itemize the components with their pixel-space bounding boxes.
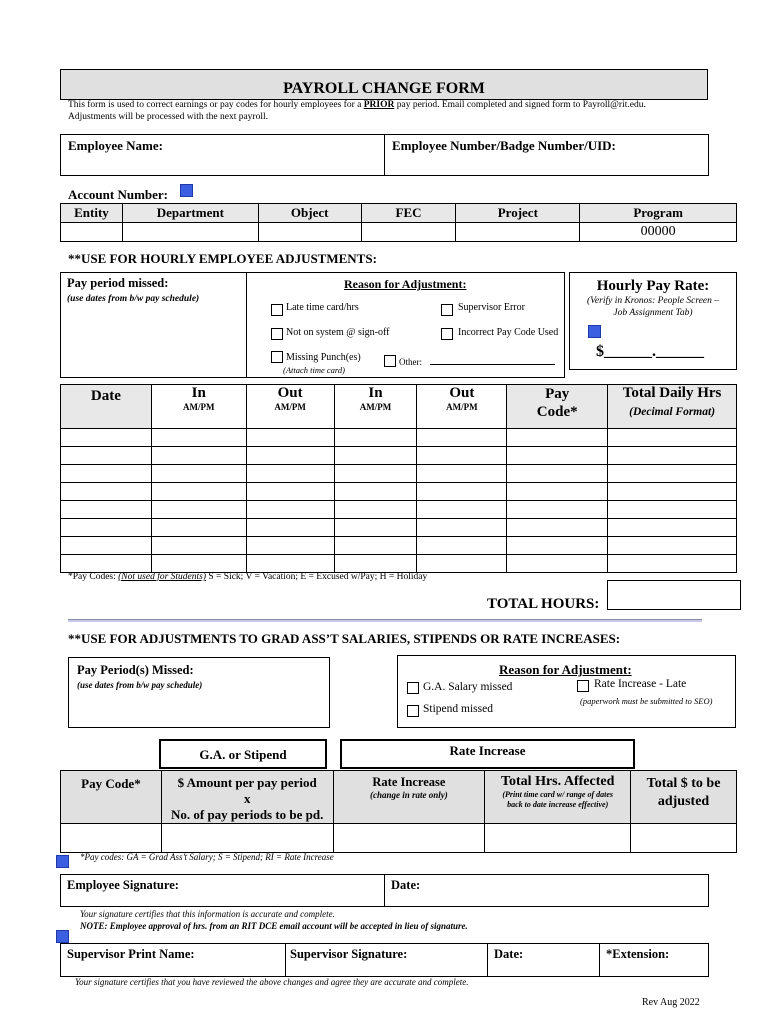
cell-total[interactable] [608, 429, 737, 447]
not-on-system-label: Not on system @ sign-off [286, 327, 390, 338]
cell-total[interactable] [608, 447, 737, 465]
late-timecard-checkbox[interactable] [271, 304, 283, 316]
hourly-heading: **USE FOR HOURLY EMPLOYEE ADJUSTMENTS: [68, 251, 377, 266]
account-program-cell[interactable]: 00000 [580, 223, 737, 242]
section-separator [68, 619, 702, 622]
grad-reason-label: Reason for Adjustment: [499, 662, 632, 677]
cell-out1[interactable] [246, 519, 334, 537]
hourly-rate-label: Hourly Pay Rate: [596, 278, 710, 294]
cell-pay-code[interactable] [507, 537, 608, 555]
rate-late-checkbox[interactable] [577, 680, 589, 692]
account-entity-cell[interactable] [61, 223, 123, 242]
grad-rate-label: Rate Increase [372, 775, 446, 789]
hourly-rate-box[interactable] [569, 272, 737, 370]
grad-pay-code-label: Pay Code* [81, 776, 141, 791]
cell-total[interactable] [608, 519, 737, 537]
grad-hrs-cell[interactable] [485, 824, 631, 853]
col-out1-sub: AM/PM [274, 402, 306, 412]
col-total-label: Total Daily Hrs [622, 385, 722, 401]
form-intro [68, 99, 708, 123]
supervisor-error-checkbox[interactable] [441, 304, 453, 316]
ga-salary-checkbox[interactable] [407, 682, 419, 694]
hourly-rate-value: $______.______ [596, 343, 704, 360]
employee-signature-label: Employee Signature: [67, 878, 179, 892]
col-out2 [417, 385, 507, 429]
stipend-checkbox[interactable] [407, 705, 419, 717]
table-row [61, 555, 737, 573]
col-out2-sub: AM/PM [446, 402, 478, 412]
grad-table [60, 770, 737, 853]
cell-total[interactable] [608, 501, 737, 519]
account-col-fec: FEC [361, 204, 456, 223]
cell-pay-code[interactable] [507, 501, 608, 519]
hourly-pay-period-note: (use dates from b/w pay schedule) [67, 294, 200, 304]
cell-in1[interactable] [151, 555, 246, 573]
account-department-cell[interactable] [122, 223, 258, 242]
intro-line2: Adjustments will be processed with the next payroll. [68, 112, 268, 122]
grad-col-hrs [485, 771, 631, 824]
hourly-rate-info-icon[interactable] [588, 325, 601, 338]
grad-amount-cell[interactable] [161, 824, 333, 853]
cell-total[interactable] [608, 483, 737, 501]
cell-out2[interactable] [417, 501, 507, 519]
cell-in2[interactable] [334, 519, 417, 537]
cell-in2[interactable] [334, 555, 417, 573]
account-col-project: Project [456, 204, 580, 223]
cell-in1[interactable] [151, 519, 246, 537]
cell-date[interactable] [61, 501, 152, 519]
total-hours-label: TOTAL HOURS: [487, 596, 600, 612]
cell-total[interactable] [608, 465, 737, 483]
col-in2-sub: AM/PM [359, 402, 392, 412]
cell-in1[interactable] [151, 465, 246, 483]
col-date [61, 385, 152, 429]
grad-col-total [631, 771, 737, 824]
other-reason-input[interactable] [430, 364, 555, 365]
attach-timecard-note: (Attach time card) [283, 365, 345, 375]
account-col-object: Object [258, 204, 361, 223]
employee-note2: NOTE: Employee approval of hrs. from an RIT DCE email account will be accepted in lieu of signature. [80, 921, 468, 931]
hourly-pay-period-label: Pay period missed: [67, 276, 169, 290]
intro-text-b: pay period. Email completed and signed form to Payroll@rit.edu. [394, 100, 646, 110]
pay-codes-text: S = Sick; V = Vacation; E = Excused w/Pay; H = Holiday [206, 572, 428, 582]
grad-hrs-sub: (Print time card w/ range of dates back to date increase effective) [502, 790, 614, 809]
cell-out1[interactable] [246, 555, 334, 573]
col-date-label: Date [90, 388, 121, 404]
cell-date[interactable] [61, 555, 152, 573]
pay-codes-legend [68, 572, 427, 582]
supervisor-signature-label: Supervisor Signature: [290, 947, 408, 961]
employee-date-label: Date: [391, 878, 421, 892]
grad-total-label: Total $ to be adjusted [646, 776, 721, 809]
account-project-cell[interactable] [456, 223, 580, 242]
extension-field[interactable] [599, 943, 709, 977]
grad-col-amount [161, 771, 333, 824]
late-timecard-label: Late time card/hrs [286, 302, 359, 313]
form-title-bar [60, 69, 708, 100]
cell-total[interactable] [608, 537, 737, 555]
cell-in2[interactable] [334, 483, 417, 501]
col-pay-code [507, 385, 608, 429]
supervisor-signature-field[interactable] [285, 943, 488, 977]
col-total [608, 385, 737, 429]
grad-rate-sub: (change in rate only) [370, 790, 448, 800]
table-row [61, 465, 737, 483]
supervisor-error-label: Supervisor Error [458, 302, 525, 313]
cell-in1[interactable] [151, 483, 246, 501]
ga-salary-label: G.A. Salary missed [423, 681, 513, 693]
grad-pay-period-note: (use dates from b/w pay schedule) [77, 680, 203, 690]
cell-out2[interactable] [417, 483, 507, 501]
col-pay-code-label: Pay Code* [536, 386, 578, 420]
col-in1-label: In [191, 385, 206, 401]
intro-prior: PRIOR [363, 100, 395, 110]
supervisor-print-field[interactable] [60, 943, 286, 977]
cell-out1[interactable] [246, 465, 334, 483]
table-row [61, 429, 737, 447]
account-fec-cell[interactable] [361, 223, 456, 242]
grad-info-icon[interactable] [56, 855, 69, 868]
grad-col-pay-code [61, 771, 162, 824]
not-on-system-checkbox[interactable] [271, 328, 283, 340]
hourly-time-table [60, 384, 737, 573]
employee-name-label: Employee Name: [68, 138, 163, 153]
extension-label: *Extension: [606, 947, 670, 961]
cell-in2[interactable] [334, 537, 417, 555]
ga-stipend-header [159, 739, 327, 769]
amount-line3: No. of pay periods to be pd. [170, 807, 324, 822]
employee-number-field[interactable] [384, 134, 709, 176]
hourly-reason-label: Reason for Adjustment: [344, 277, 467, 291]
cell-out1[interactable] [246, 447, 334, 465]
employee-name-field[interactable] [60, 134, 385, 176]
account-table [60, 203, 737, 242]
table-row [61, 501, 737, 519]
employee-date-field[interactable] [384, 874, 709, 907]
table-row [61, 537, 737, 555]
col-in1-sub: AM/PM [183, 402, 215, 412]
grad-col-rate [333, 771, 485, 824]
cell-total[interactable] [608, 555, 737, 573]
incorrect-code-checkbox[interactable] [441, 328, 453, 340]
cell-pay-code[interactable] [507, 555, 608, 573]
cell-pay-code[interactable] [507, 465, 608, 483]
account-object-cell[interactable] [258, 223, 361, 242]
employee-note1: Your signature certifies that this information is accurate and complete. [80, 909, 335, 919]
pay-codes-label: *Pay Codes: [68, 572, 119, 582]
cell-in1[interactable] [151, 501, 246, 519]
supervisor-note: Your signature certifies that you have reviewed the above changes and agree they are accurate and complete. [75, 977, 469, 987]
stipend-label: Stipend missed [423, 703, 493, 715]
cell-date[interactable] [61, 447, 152, 465]
cell-in2[interactable] [334, 429, 417, 447]
amount-line2: x [243, 791, 251, 806]
cell-out2[interactable] [417, 429, 507, 447]
rate-increase-header [340, 739, 635, 769]
cell-out2[interactable] [417, 447, 507, 465]
cell-out1[interactable] [246, 429, 334, 447]
supervisor-date-label: Date: [494, 947, 524, 961]
grad-pay-codes-note: *Pay codes: GA = Grad Ass’t Salary; S = Stipend; RI = Rate Increase [80, 852, 334, 862]
cell-in1[interactable] [151, 537, 246, 555]
cell-out2[interactable] [417, 519, 507, 537]
cell-out2[interactable] [417, 555, 507, 573]
intro-text-a: This form is used to correct earnings or pay codes for hourly employees for a [68, 100, 364, 110]
account-col-program: Program [580, 204, 737, 223]
account-col-entity: Entity [61, 204, 123, 223]
supervisor-date-field[interactable] [487, 943, 600, 977]
employee-number-label: Employee Number/Badge Number/UID: [392, 138, 616, 153]
pay-codes-note: (Not used for Students) [118, 572, 207, 582]
rate-increase-label: Rate Increase [449, 743, 526, 758]
cell-out2[interactable] [417, 537, 507, 555]
cell-in2[interactable] [334, 501, 417, 519]
account-info-icon[interactable] [180, 184, 193, 197]
grad-hrs-label: Total Hrs. Affected [500, 774, 615, 789]
rate-late-label: Rate Increase - Late [594, 678, 687, 690]
cell-out1[interactable] [246, 537, 334, 555]
account-col-department: Department [122, 204, 258, 223]
cell-date[interactable] [61, 519, 152, 537]
col-in2 [334, 385, 417, 429]
grad-pay-period-box[interactable] [68, 657, 330, 728]
table-row [61, 447, 737, 465]
other-reason-checkbox[interactable] [384, 355, 396, 367]
cell-in2[interactable] [334, 447, 417, 465]
col-out2-label: Out [449, 385, 475, 401]
cell-date[interactable] [61, 465, 152, 483]
col-in1 [151, 385, 246, 429]
grad-pay-period-label: Pay Period(s) Missed: [77, 663, 194, 677]
cell-out2[interactable] [417, 465, 507, 483]
hourly-rate-note: (Verify in Kronos: People Screen – Job Assignment Tab) [587, 296, 719, 318]
incorrect-code-label: Incorrect Pay Code Used [458, 327, 559, 338]
cell-pay-code[interactable] [507, 483, 608, 501]
grad-total-cell[interactable] [631, 824, 737, 853]
col-in2-label: In [368, 385, 383, 401]
cell-out1[interactable] [246, 501, 334, 519]
grad-rate-cell[interactable] [333, 824, 485, 853]
cell-out1[interactable] [246, 483, 334, 501]
missing-punch-checkbox[interactable] [271, 351, 283, 363]
cell-pay-code[interactable] [507, 519, 608, 537]
amount-line1: $ Amount per pay period [177, 775, 317, 790]
grad-pay-code-cell[interactable] [61, 824, 162, 853]
account-number-label: Account Number: [68, 187, 169, 202]
form-title: PAYROLL CHANGE FORM [283, 80, 485, 97]
total-hours-input[interactable] [607, 580, 741, 610]
col-out1 [246, 385, 334, 429]
grad-heading: **USE FOR ADJUSTMENTS TO GRAD ASS’T SALARIES, STIPENDS OR RATE INCREASES: [68, 631, 621, 646]
signature-info-icon[interactable] [56, 930, 69, 943]
supervisor-print-label: Supervisor Print Name: [67, 947, 195, 961]
missing-punch-label: Missing Punch(es) [286, 352, 361, 363]
cell-date[interactable] [61, 483, 152, 501]
cell-date[interactable] [61, 537, 152, 555]
cell-in1[interactable] [151, 429, 246, 447]
revision-label: Rev Aug 2022 [642, 997, 700, 1008]
cell-pay-code[interactable] [507, 447, 608, 465]
col-total-sub: (Decimal Format) [629, 406, 716, 418]
cell-pay-code[interactable] [507, 429, 608, 447]
rate-late-note: (paperwork must be submitted to SEO) [580, 696, 713, 706]
ga-stipend-label: G.A. or Stipend [199, 747, 287, 762]
col-out1-label: Out [277, 385, 303, 401]
employee-signature-field[interactable] [60, 874, 385, 907]
table-row [61, 483, 737, 501]
cell-date[interactable] [61, 429, 152, 447]
other-reason-label: Other: [399, 357, 422, 367]
cell-in2[interactable] [334, 465, 417, 483]
cell-in1[interactable] [151, 447, 246, 465]
table-row [61, 519, 737, 537]
